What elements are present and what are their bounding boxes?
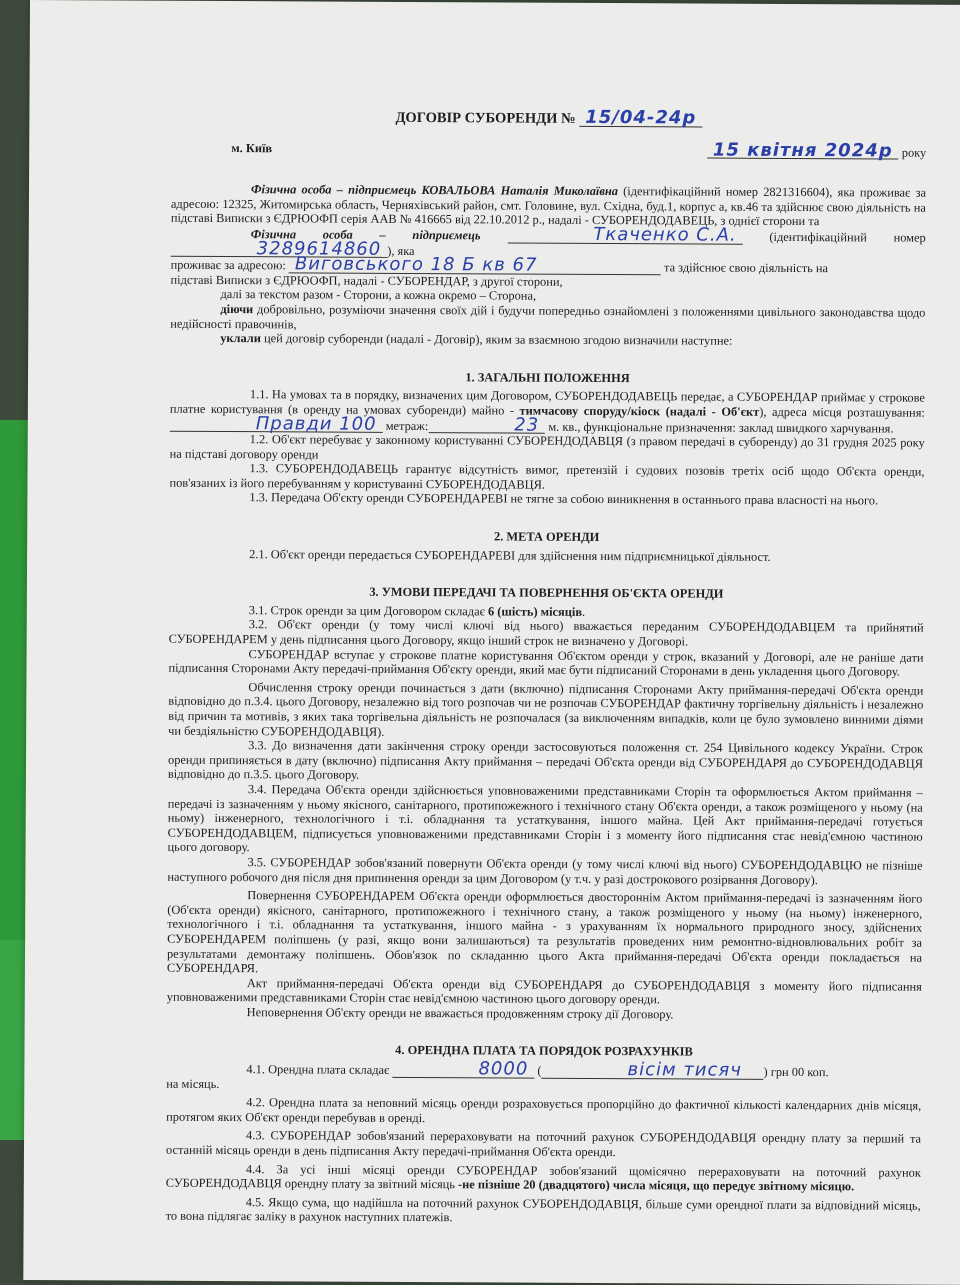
party-2-basis: підставі Виписки з ЄДРЮОФП, надалі - СУБОРЕНДАР, з другої сторони, xyxy=(170,272,563,289)
handwritten-party-2-name: Ткаченко С.А. xyxy=(507,227,742,244)
clause-3-2-c: Обчислення строку оренди починається з дати (включно) підписання Сторонами Акту приймання-передачі Об'єкта оренди відповідно до п.3.4. цього Договору, незалежно від того розпочав чи не розпочав СУБОРЕНДАР фактичну торгівельну діяльність і незалежно від причин та мотивів, з яких така торгівельна діяльність не розпочалася (за виключенням випадків, коли це було зумовлено винними діями чи бездіяльністю СУБОРЕНДОДАВЦЯ). xyxy=(168,679,924,739)
city: м. Київ xyxy=(231,140,273,155)
clause-3-3: 3.3. До визначення дати закінчення строку оренди застосовуються положення ст. 254 Цивільного кодексу України. Строк оренди припиняється в дату (включно) підписання Акту приймання – передачі Об'єкта оренди від СУБОРЕНДАРЯ до СУБОРЕНДОДАВЦЯ відповідно до п.3.5. цього Договору. xyxy=(167,738,924,783)
clause-2-1: 2.1. Об'єкт оренди передається СУБОРЕНДАРЕВІ для здійснення ним підприємницької діяльност. xyxy=(249,546,771,564)
contract-page xyxy=(23,0,960,1285)
clause-3-4: 3.4. Передача Об'єкта оренди здійснюється уповноваженими представниками Сторін та оформлюється Актом приймання – передачі із зазначенням у ньому якісного, санітарного, протипожежного і технічного стану Об'єкта оренди, а також розміщеного у ньому (на ньому) інженерного, технологічного і т.і. обладнання та устаткування, іншого майна. Цей Акт приймання-передачі готується СУБОРЕНДОДАВЦЕМ, підписується уповноваженими представниками Сторін і з моменту його підписання стає невід'ємною частиною цього договору. xyxy=(167,782,923,855)
clause-1-3b: 1.3. Передача Об'єкту оренди СУБОРЕНДАРЕВІ не тягне за собою виникнення в останнього права власності на нього. xyxy=(249,490,879,508)
clause-1-1: 1.1. На умовах та в порядку, визначених цим Договором, СУБОРЕНДОДАВЕЦЬ передає, а СУБОРЕНДАР приймає у строкове платне користування (в оренду на умовах суборенди) майно - тимчасову споруду/кіоск (надалі - Об'єкт), адреса місця розташування: Правди 100 метраж: 23 м. кв., функціональне призначення: заклад швидкого харчування. xyxy=(169,387,925,436)
acting-clause: діючи добровільно, розуміючи значення своїх дій і будучи попередньо ознайомлені з положеннями цивільного законодавства щодо недійсності правочинів, xyxy=(170,301,926,331)
party-2-address-line: проживає за адресою: Виговського 18 Б кв 67 та здійснює свою діяльність на xyxy=(170,253,829,276)
party-1-paragraph: Фізична особа – підприємець КОВАЛЬОВА Наталія Миколаївна (ідентифікаційний номер 2821316604), яка проживає за адресою: 12325, Житомирська область, Черняхівський район, смт. Головине, вул. Східна, буд.1, корпус а, кв.46 та здійснює свою діяльність на підставі Виписки з ЄДРЮОФП серія ААВ № 416665 від 22.10.2012 р., надалі - СУБОРЕНДОДАВЕЦЬ, з однієї сторони та xyxy=(170,182,927,229)
handwritten-object-address: Правди 100 xyxy=(170,416,383,433)
clause-3-5-b: Повернення СУБОРЕНДАРЕМ Об'єкта оренди оформлюється двостороннім Актом приймання-передачі із зазначенням його (Об'єкта оренди) якісного, санітарного, протипожежного і технічного стану, а також розміщеного у ньому (на ньому) інженерного, технологічного і т.і. обладнання та устаткування, іншого майна - з урахуванням їх нормального природного зносу, здійснених СУБОРЕНДАРЕМ поліпшень (у разі, якщо вони залишаються) та результатів проведених ним ремонтно-відновлювальних робіт за результатами демонтажу поліпшень. Обов'язок по складанню цього Акта приймання-передачі Об'єкта оренди покладається на СУБОРЕНДАРЯ. xyxy=(166,888,923,976)
handwritten-party-2-id: 3289614860 xyxy=(171,241,388,258)
handwritten-date: 15 квітня 2024р xyxy=(707,143,899,160)
section-4-title: 4. ОРЕНДНА ПЛАТА ТА ПОРЯДОК РОЗРАХУНКІВ xyxy=(395,1043,693,1059)
clause-4-1: 4.1. Орендна плата складає 8000 ( вісім тисяч ) грн 00 коп. xyxy=(246,1058,829,1081)
clause-3-2-b: СУБОРЕНДАР вступає у строкове платне користування Об'єктом оренди у строк, вказаний у Договорі, але не раніше дати підписання Сторонами Акту передачі-приймання Об'єкту оренди, який має бути підписаний Сторонами в день укладення цього Договору. xyxy=(168,646,924,679)
together-clause: далі за текстом разом - Сторони, а кожна окремо – Сторона, xyxy=(220,287,537,303)
section-2-title: 2. МЕТА ОРЕНДИ xyxy=(493,529,600,545)
clause-3-2: 3.2. Об'єкт оренди (у тому числі ключі від нього) вважається переданим СУБОРЕНДОДАВЦЕМ та прийнятий СУБОРЕНДАРЕМ у день підписання цього Договору, якщо інший строк не визначено у Договорі. xyxy=(168,617,924,649)
year-suffix: року xyxy=(901,145,927,160)
clause-1-3: 1.3. СУБОРЕНДОДАВЕЦЬ гарантує відсутність вимог, претензій і судових позовів третіх осіб щодо Об'єкта оренди, пов'язаних із його перебуванням у користуванні СУБОРЕНДОДАВЦЯ. xyxy=(169,461,925,492)
city-date-row xyxy=(231,141,926,160)
handwritten-party-2-address: Виговського 18 Б кв 67 xyxy=(289,258,661,276)
clause-3-1: 3.1. Строк оренди за цим Договором складає 6 (шість) місяців. xyxy=(248,602,586,619)
handwritten-rent-words: вісім тисяч xyxy=(542,1063,764,1080)
handwritten-contract-number: 15/04-24р xyxy=(579,111,702,127)
clause-4-3: 4.3. СУБОРЕНДАР зобов'язаний перераховувати на поточний рахунок СУБОРЕНДОДАВЦЯ орендну плату за перший та останній місяць оренди в день підписання Акту передачі-приймання Об'єкта оренди. xyxy=(165,1128,922,1160)
clause-3-5: 3.5. СУБОРЕНДАР зобов'язаний повернути Об'єкта оренди (у тому числі ключі від нього) СУБОРЕНДОДАВЦЮ не пізніше наступного робочого дня після дня припинення оренди за цим Договором (у т.ч. у разі дострокового розірвання Договору). xyxy=(167,855,923,887)
made-clause: уклали цей договір суборенди (надалі - Договір), яким за взаємною згодою визначили наступне: xyxy=(220,331,733,348)
clause-4-2: 4.2. Орендна плата за неповний місяць оренди розраховується пропорційно до фактичної кількості календарних днів місяця, протягом яких Об'єкт оренди перебував в оренді. xyxy=(166,1095,922,1125)
clause-3-5-d: Неповернення Об'єкту оренди не вважається продовженням строку дії Договору. xyxy=(246,1005,674,1022)
handwritten-rent-amount: 8000 xyxy=(392,1062,534,1078)
section-3-title: 3. УМОВИ ПЕРЕДАЧІ ТА ПОВЕРНЕННЯ ОБ'ЄКТА ОРЕНДИ xyxy=(369,585,724,601)
clause-3-5-c: Акт приймання-передачі Об'єкта оренди від СУБОРЕНДАРЯ до СУБОРЕНДОДАВЦЯ з моменту його підписання уповноваженими представниками Сторін стає невід'ємною частиною цього договору оренди. xyxy=(166,975,922,1007)
handwritten-area: 23 xyxy=(428,418,545,434)
clause-1-2: 1.2. Об'єкт перебуває у законному користуванні СУБОРЕНДОДАВЦЯ (з правом передачі в суборенду) до 31 грудня 2025 року на підставі договору оренди xyxy=(169,432,925,462)
contract-title: ДОГОВІР СУБОРЕНДИ № 15/04-24р xyxy=(171,109,926,129)
contract-text xyxy=(165,106,927,1228)
clause-4-4: 4.4. За усі інші місяці оренди СУБОРЕНДАР зобов'язаний щомісячно перераховувати на поточний рахунок СУБОРЕНДОДАВЦЯ орендну плату за звітний місяць -не пізніше 20 (двадцятого) числа місяця, що передує звітному місяцю. xyxy=(165,1161,921,1194)
section-1-title: 1. ЗАГАЛЬНІ ПОЛОЖЕННЯ xyxy=(465,370,630,385)
party-2-line: Фізична особа – підприємець Ткаченко С.А. (ідентифікаційний номер3289614860 ), яка xyxy=(171,226,926,261)
clause-4-5: 4.5. Якщо сума, що надійшла на поточний рахунок СУБОРЕНДОДАВЦЯ, більше суми орендної плати за відповідний місяць, то вона підлягає заліку в рахунок наступних платежів. xyxy=(165,1194,921,1225)
clause-4-1-tail: на місяць. xyxy=(166,1076,220,1091)
